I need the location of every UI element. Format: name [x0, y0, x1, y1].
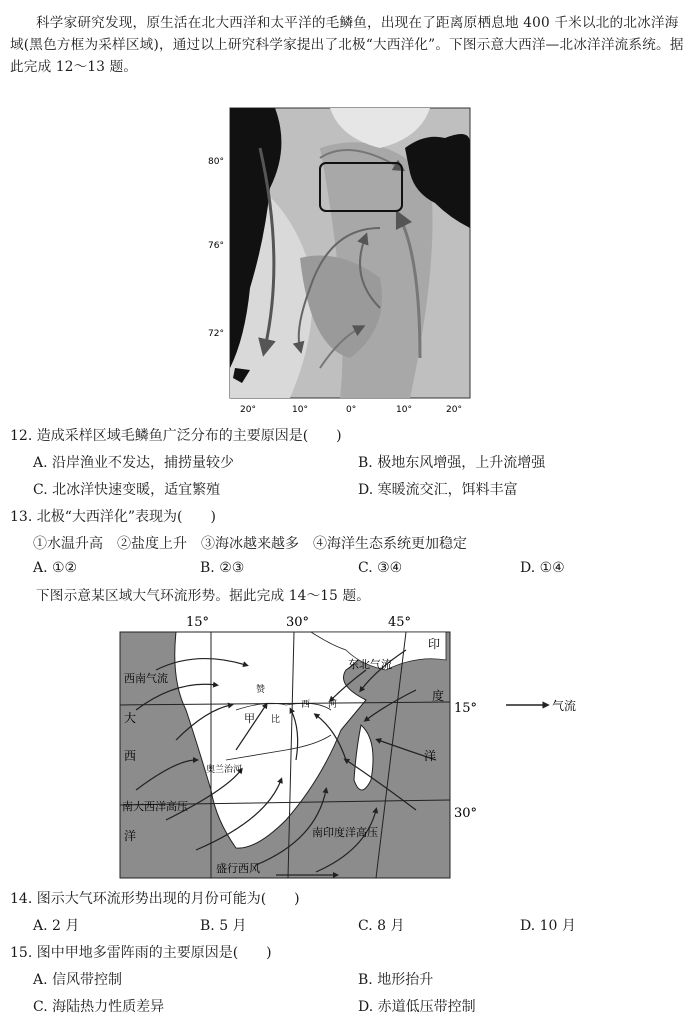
- question-15-option-c: C. 海陆热力性质差异: [33, 999, 165, 1015]
- question-12-option-d: D. 寒暖流交汇，饵料丰富: [358, 482, 518, 498]
- lon-label-0: 0°: [346, 405, 357, 415]
- question-15-option-b: B. 地形抬升: [358, 972, 434, 988]
- intro-paragraph-2: [10, 585, 686, 607]
- question-13-option-a: A. ①②: [33, 560, 78, 576]
- label-atlantic-2: 西: [124, 749, 137, 763]
- question-12-stem: 12. 造成采样区域毛鳞鱼广泛分布的主要原因是( ): [10, 428, 342, 444]
- label-jia: 甲: [244, 712, 255, 725]
- lat-right-30: 30°: [454, 806, 478, 821]
- question-14-option-c: C. 8 月: [358, 918, 405, 934]
- question-13-stem: 13. 北极“大西洋化”表现为( ): [10, 509, 216, 525]
- atmospheric-circulation-map: [116, 610, 586, 880]
- lon-top-15: 15°: [186, 615, 210, 630]
- lat-label-76: 76°: [208, 241, 224, 251]
- label-south-atlantic-high: 南大西洋高压: [122, 800, 188, 813]
- label-indian-3: 洋: [424, 749, 437, 763]
- question-14-option-d: D. 10 月: [520, 918, 576, 934]
- label-he: 河: [328, 700, 338, 710]
- lon-label-10e: 10°: [396, 405, 412, 415]
- question-13-option-c: C. ③④: [358, 560, 403, 576]
- label-westerlies: 盛行西风: [216, 862, 260, 875]
- label-south-indian-high: 南印度洋高压: [312, 826, 378, 839]
- question-14-option-a: A. 2 月: [33, 918, 80, 934]
- label-bi: 比: [271, 715, 281, 725]
- question-15-option-d: D. 赤道低压带控制: [358, 999, 476, 1015]
- atlantic-arctic-current-map: [208, 100, 498, 415]
- label-zan: 赞: [256, 685, 266, 695]
- intro-paragraph-1: [10, 12, 686, 78]
- lat-label-80: 80°: [208, 157, 224, 167]
- lon-top-30: 30°: [286, 615, 310, 630]
- question-14-stem: 14. 图示大气环流形势出现的月份可能为( ): [10, 891, 300, 907]
- lon-top-45: 45°: [388, 615, 412, 630]
- legend-label: 气流: [552, 699, 577, 713]
- lat-label-72: 72°: [208, 329, 224, 339]
- question-12-option-c: C. 北冰洋快速变暖，适宜繁殖: [33, 482, 221, 498]
- intro-text-1: 科学家研究发现，原生活在北大西洋和太平洋的毛鳞鱼，出现在了距离原栖息地 400 千米以北的北冰洋海域(黑色方框为采样区域)，通过以上研究科学家提出了北极“大西洋化”。下图示意大西洋—北冰洋洋流系统。据此完成 12～13 题。: [10, 15, 684, 75]
- label-northeast-flow: 东北气流: [348, 658, 392, 671]
- label-xi: 西: [301, 700, 311, 710]
- question-13-items: ①水温升高 ②盐度上升 ③海冰越来越多 ④海洋生态系统更加稳定: [33, 536, 467, 552]
- label-atlantic-1: 大: [124, 711, 137, 725]
- label-atlantic-3: 洋: [124, 829, 137, 843]
- question-13-option-b: B. ②③: [200, 560, 245, 576]
- lon-label-20e: 20°: [446, 405, 462, 415]
- intro-text-2: 下图示意某区域大气环流形势。据此完成 14～15 题。: [36, 588, 371, 604]
- question-13-option-d: D. ①④: [520, 560, 565, 576]
- label-orange-river: 奥兰治河: [206, 765, 243, 775]
- lon-label-20w: 20°: [240, 405, 256, 415]
- label-indian-2: 度: [432, 689, 445, 703]
- question-15-option-a: A. 信风带控制: [33, 972, 123, 988]
- question-12-option-b: B. 极地东风增强，上升流增强: [358, 455, 546, 471]
- lon-label-10w: 10°: [292, 405, 308, 415]
- question-12-option-a: A. 沿岸渔业不发达，捕捞量较少: [33, 455, 235, 471]
- label-southwest-flow: 西南气流: [124, 672, 168, 685]
- question-15-stem: 15. 图中甲地多雷阵雨的主要原因是( ): [10, 945, 272, 961]
- question-14-option-b: B. 5 月: [200, 918, 247, 934]
- lat-right-15: 15°: [454, 701, 478, 716]
- label-indian-1: 印: [428, 637, 441, 651]
